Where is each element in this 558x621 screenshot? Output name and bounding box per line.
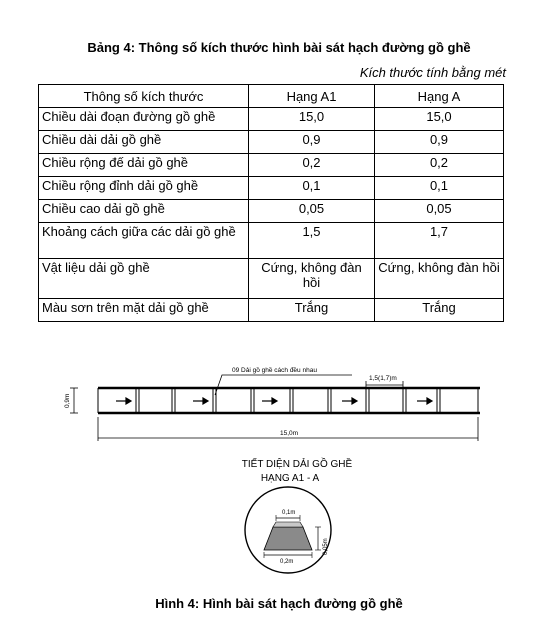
spec-table <box>38 84 504 322</box>
cell-param: Chiều cao dải gồ ghề <box>39 200 249 223</box>
header-a: Hạng A <box>375 85 504 108</box>
table-title: Bảng 4: Thông số kích thước hình bài sát hạch đường gồ ghề <box>87 40 471 55</box>
table-row <box>39 259 504 299</box>
bump-strips <box>136 389 440 412</box>
cell-a1: 0,9 <box>249 131 375 154</box>
table-row <box>39 131 504 154</box>
header-a1: Hạng A1 <box>249 85 375 108</box>
spacing-label: 1,5(1,7)m <box>369 375 397 382</box>
cell-a1: Trắng <box>249 299 375 322</box>
cell-param: Chiều dài dải gồ ghề <box>39 131 249 154</box>
width-label: 0,9m <box>64 393 71 408</box>
table-row <box>39 177 504 200</box>
cell-param: Màu sơn trên mặt dải gồ ghề <box>39 299 249 322</box>
top-width-label: 0,1m <box>282 510 296 516</box>
cell-a1: 0,05 <box>249 200 375 223</box>
table-row <box>39 154 504 177</box>
cell-a1: 15,0 <box>249 108 375 131</box>
cell-a: 0,1 <box>375 177 504 200</box>
cell-a1: 0,1 <box>249 177 375 200</box>
table-row <box>39 299 504 322</box>
section-title: TIẾT DIỆN DẢI GỒ GHỀ <box>241 459 353 470</box>
header-param: Thông số kích thước <box>39 85 249 108</box>
direction-arrows <box>116 398 432 404</box>
width-dimension <box>70 388 78 413</box>
figure-caption: Hình 4: Hình bài sát hạch đường gồ ghề <box>155 596 403 611</box>
length-dimension <box>98 417 478 441</box>
cell-param: Chiều rộng đế dải gồ ghề <box>39 154 249 177</box>
cell-a: 1,7 <box>375 223 504 259</box>
cell-a: 15,0 <box>375 108 504 131</box>
cell-param: Khoảng cách giữa các dải gồ ghề <box>39 223 249 259</box>
length-label: 15,0m <box>280 430 299 437</box>
cell-a: Trắng <box>375 299 504 322</box>
section-subtitle: HẠNG A1 - A <box>260 473 320 484</box>
course-diagram <box>0 355 558 595</box>
height-label: 0,05m <box>323 538 329 555</box>
table-header-row <box>39 85 504 108</box>
table-row <box>39 200 504 223</box>
cell-a: 0,9 <box>375 131 504 154</box>
base-width-label: 0,2m <box>280 559 294 565</box>
cell-a1: 0,2 <box>249 154 375 177</box>
cell-a1: 1,5 <box>249 223 375 259</box>
cell-param: Chiều rộng đỉnh dải gồ ghề <box>39 177 249 200</box>
cell-a1: Cứng, không đàn hồi <box>249 259 375 299</box>
cell-a: 0,2 <box>375 154 504 177</box>
cell-param: Chiều dài đoạn đường gồ ghề <box>39 108 249 131</box>
table-row <box>39 223 504 259</box>
cell-a: Cứng, không đàn hồi <box>375 259 504 299</box>
cell-param: Vật liệu dải gồ ghề <box>39 259 249 299</box>
table-row <box>39 108 504 131</box>
cell-a: 0,05 <box>375 200 504 223</box>
unit-note: Kích thước tính bằng mét <box>359 65 506 80</box>
strips-label: 09 Dải gồ ghề cách đều nhau <box>232 367 317 374</box>
